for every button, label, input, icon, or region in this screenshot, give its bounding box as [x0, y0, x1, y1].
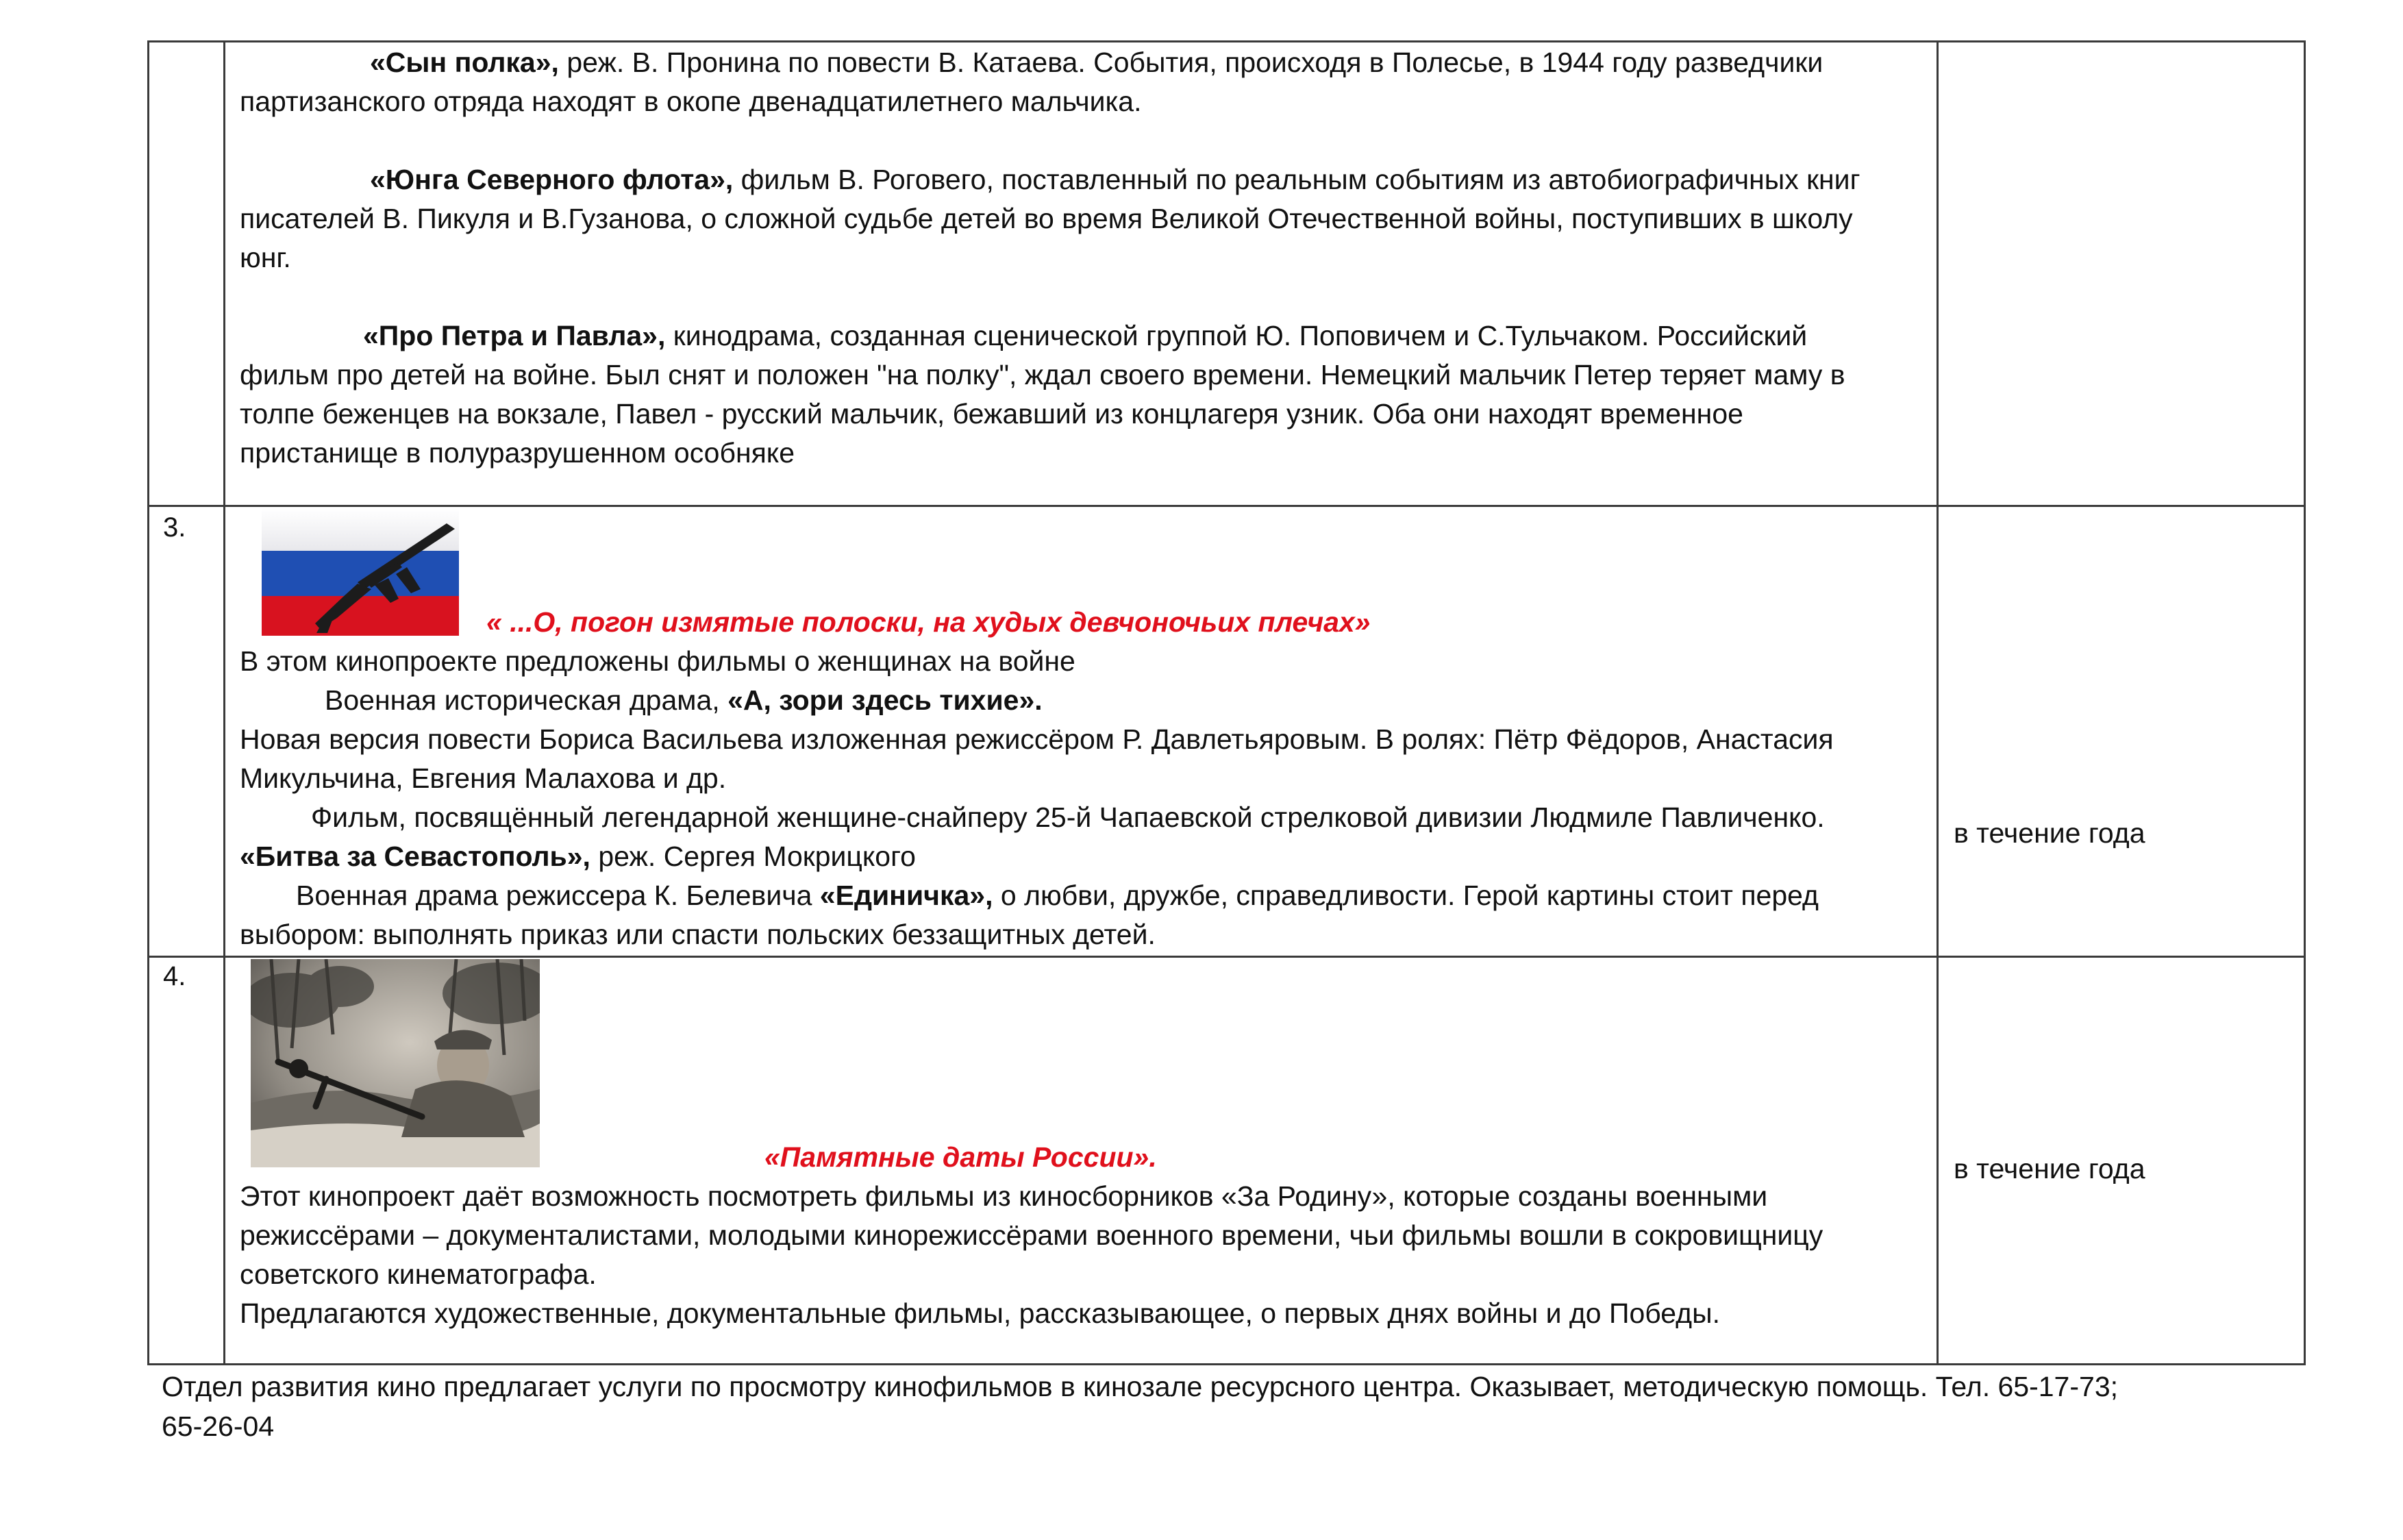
column-divider — [223, 40, 225, 1365]
section-text: Этот кинопроект даёт возможность посмотреть фильмы из киносборников «За Родину», которые созданы военными — [240, 1180, 1768, 1212]
table-border-bottom — [147, 1363, 2306, 1365]
row-divider — [147, 505, 2306, 507]
table-border-left — [147, 40, 149, 1365]
film-son-of-regiment — [240, 43, 1860, 82]
film-dawns-quiet — [240, 681, 1834, 720]
film-title: «Битва за Севастополь», — [240, 841, 590, 872]
row-period: в течение года — [1954, 1153, 2145, 1184]
row-number: 4. — [163, 961, 186, 991]
film-genre: Военная историческая драма, — [325, 684, 728, 716]
film-description: выбором: выполнять приказ или спасти польских беззащитных детей. — [240, 919, 1156, 950]
footer-phone: 65-26-04 — [162, 1411, 275, 1442]
section-title: « ...О, погон измятые полоски, на худых девчоночьих плечах» — [486, 606, 1371, 638]
section-title: «Памятные даты России». — [764, 1141, 1157, 1173]
film-sevastopol — [240, 837, 1834, 876]
memorable-dates-section — [240, 1138, 1823, 1333]
section-text: советского кинематографа. — [240, 1258, 597, 1290]
film-description: пристанище в полуразрушенном особняке — [240, 437, 795, 469]
film-edinichka — [240, 876, 1834, 915]
films-about-children — [240, 43, 1860, 473]
film-description: толпе беженцев на вокзале, Павел - русский мальчик, бежавший из концлагеря узник. Оба они находят временное — [240, 398, 1743, 430]
film-description: фильм про детей на войне. Был снят и положен "на полку", ждал своего времени. Немецкий мальчик Петер теряет маму в — [240, 359, 1845, 390]
film-description: о любви, дружбе, справедливости. Герой картины стоит перед — [993, 880, 1819, 911]
film-description: Фильм, посвящённый легендарной женщине-снайперу 25-й Чапаевской стрелковой дивизии Людмиле Павличенко. — [311, 802, 1825, 833]
film-description: писателей В. Пикуля и В.Гузанова, о сложной судьбе детей во время Великой Отечественной войны, поступивших в школу — [240, 203, 1853, 234]
film-director: реж. Сергея Мокрицкого — [590, 841, 916, 872]
film-description: Новая версия повести Бориса Васильева изложенная режиссёром Р. Давлетьяровым. В ролях: Пётр Фёдоров, Анастасия — [240, 723, 1834, 755]
film-description: юнг. — [240, 242, 291, 273]
section-text: Предлагаются художественные, документальные фильмы, рассказывающее, о первых днях войны и до Победы. — [240, 1297, 1720, 1329]
table-border-right — [2304, 40, 2306, 1365]
soldier-photo-icon — [251, 959, 540, 1167]
film-description: реж. В. Пронина по повести В. Катаева. События, происходя в Полесье, в 1944 году разведчики — [558, 47, 1823, 78]
row-divider — [147, 956, 2306, 958]
footer-contact — [162, 1367, 2118, 1446]
film-title: «Единичка», — [819, 880, 993, 911]
row-number: 3. — [163, 512, 186, 543]
row-period: в течение года — [1954, 817, 2145, 849]
section-intro: В этом кинопроекте предложены фильмы о женщинах на войне — [240, 645, 1075, 677]
soldier-photo-image — [251, 959, 540, 1167]
film-description: Микульчина, Евгения Малахова и др. — [240, 762, 727, 794]
women-at-war-section — [240, 603, 1834, 954]
film-description: кинодрама, созданная сценической группой Ю. Поповичем и С.Тульчаком. Российский — [665, 320, 1808, 351]
film-title: «Юнга Северного флота», — [370, 164, 734, 195]
film-sea-cadet — [240, 160, 1860, 199]
film-title: «Про Петра и Павла», — [363, 320, 666, 351]
section-text: режиссёрами – документалистами, молодыми кинорежиссёрами военного времени, чьи фильмы вошли в сокровищницу — [240, 1219, 1823, 1251]
film-title: «Сын полка», — [370, 47, 559, 78]
film-title: «А, зори здесь тихие». — [727, 684, 1043, 716]
footer-text: Отдел развития кино предлагает услуги по просмотру кинофильмов в кинозале ресурсного центра. Оказывает, методическую помощь. Тел. 65-17-73; — [162, 1371, 2119, 1402]
table-border-top — [147, 40, 2306, 42]
film-peter-and-pavel — [240, 316, 1860, 356]
column-divider — [1937, 40, 1939, 1365]
film-genre: Военная драма режиссера К. Белевича — [296, 880, 820, 911]
film-description: фильм В. Роговего, поставленный по реальным событиям из автобиографичных книг — [733, 164, 1860, 195]
film-description: партизанского отряда находят в окопе двенадцатилетнего мальчика. — [240, 86, 1142, 117]
